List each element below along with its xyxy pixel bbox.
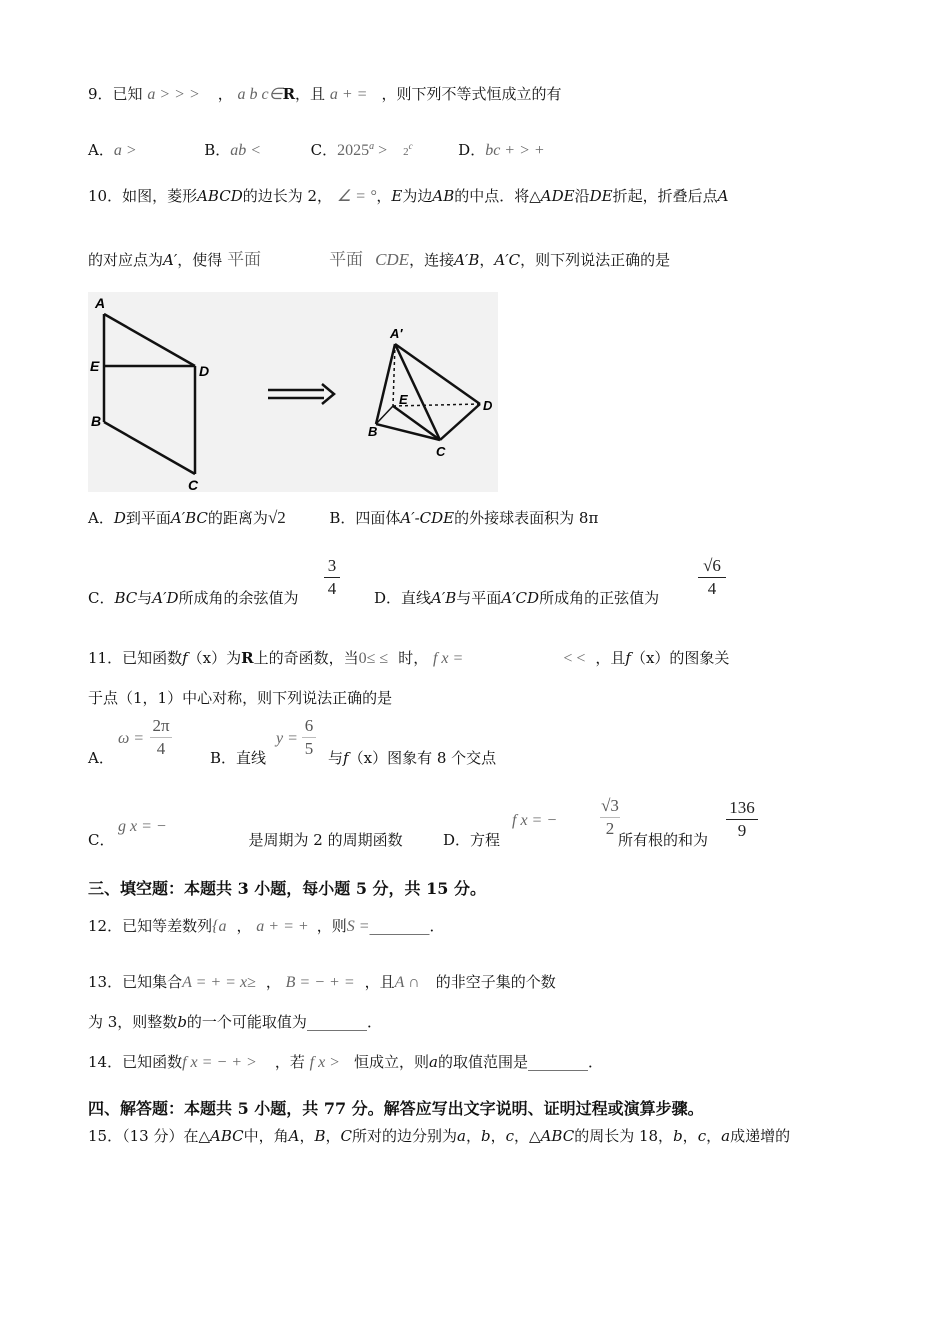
q10-option-a: A．D到平面A′BC的距离为√2 xyxy=(88,508,286,527)
label-B-3d: B xyxy=(368,424,378,439)
label-D-3d: D xyxy=(483,398,493,413)
q12-condition-math: a + = + xyxy=(256,918,309,935)
q13-line1: 13．已知集合A = + = x≥ ， B = − + = ，且A ∩ 的非空子集的个数 xyxy=(88,973,556,991)
q10-option-c: C．BC与A′D所成角的余弦值为 xyxy=(88,589,299,607)
q13-set-b-math: B = − + = xyxy=(285,974,355,991)
label-E: E xyxy=(90,358,100,374)
q10-options-ab xyxy=(88,508,598,528)
q9-stem: 9．已知 a > > > ， a b c∈R，且 a + = ，则下列不等式恒成立的有 xyxy=(88,85,562,103)
label-B: B xyxy=(91,413,102,429)
q11-option-a: A． xyxy=(88,749,114,767)
label-C-3d: C xyxy=(436,444,446,459)
label-E-3d: E xyxy=(399,392,408,407)
q9-sum-math: a + = xyxy=(329,86,368,103)
q10-c-fraction: 3 4 xyxy=(324,556,340,599)
q9-option-c: C．$2025^a > 2^c$ xyxy=(310,141,413,159)
q9-option-a: A．a > xyxy=(88,141,137,159)
q11-option-b: B．直线 与f（x）图象有 8 个交点 xyxy=(210,749,497,767)
q14: 14．已知函数f x = − + > ，若 f x > 恒成立，则a的取值范围是________． xyxy=(88,1053,603,1071)
q11-b-fraction: 6 5 xyxy=(302,716,316,759)
q9-domain-math: a b c∈ xyxy=(237,86,283,103)
q9-option-d: D．bc + > + xyxy=(458,141,545,159)
q10-d-fraction: √6 4 xyxy=(698,556,726,599)
q10-plane-math: 平面 平面 CDE xyxy=(227,250,410,269)
q14-condition-math: f x > xyxy=(309,1054,340,1071)
q9-option-b: B．ab < xyxy=(204,141,262,159)
q10-angle-math: ∠ = ° xyxy=(336,188,377,205)
label-C: C xyxy=(188,477,199,492)
section-3-heading: 三、填空题：本题共 3 小题，每小题 5 分，共 15 分。 xyxy=(88,879,486,898)
q11-fx-definition-math: f x = xyxy=(432,650,464,667)
q14-answer-blank[interactable]: ________． xyxy=(527,1053,603,1071)
q11-a-fraction: 2π 4 xyxy=(150,716,172,759)
q10-option-d: D．直线A′B与平面A′CD所成角的正弦值为 xyxy=(374,589,660,607)
label-D: D xyxy=(199,363,210,379)
q12-answer-blank[interactable]: ________． xyxy=(369,917,445,935)
q11-option-d: D．方程 所有根的和为 xyxy=(443,831,709,849)
q11-d-math: f x = − xyxy=(512,812,558,829)
label-A-prime: A′ xyxy=(390,326,403,341)
q12: 12．已知等差数列{a ， a + = + ，则S =________． xyxy=(88,917,445,935)
q9-condition-math: a > > > xyxy=(147,86,200,103)
q11-d-sqrt-fraction: √3 2 xyxy=(601,796,619,838)
q11-b-math: y = xyxy=(276,730,298,747)
q13-set-a-math: A = + = x≥ xyxy=(182,974,256,991)
q14-function-math: f x = − + > xyxy=(182,1054,257,1071)
q10-stem-line2: 的对应点为A′，使得 平面 平面 CDE，连接A′B，A′C，则下列说法正确的是 xyxy=(88,250,671,269)
q15: 15．（13 分）在△ABC中，角A，B，C所对的边分别为a，b，c，△ABC的周长为 18，b，c，a成递增的 xyxy=(88,1127,791,1145)
q10-figure xyxy=(88,292,498,492)
figure-background xyxy=(88,292,498,492)
q11-option-c: C． 是周期为 2 的周期函数 xyxy=(88,831,403,849)
q11-interval-math: 0≤ ≤ xyxy=(358,650,389,667)
q10-stem-line1: 10．如图，菱形ABCD的边长为 2， ∠ = °，E为边AB的中点．将△ADE沿DE折起，折叠后点A xyxy=(88,187,729,205)
q9-options xyxy=(88,136,545,162)
q11-c-math: g x = − xyxy=(118,818,167,835)
q13-line2: 为 3，则整数b的一个可能取值为________． xyxy=(88,1013,382,1031)
q10-option-b: B．四面体A′-CDE的外接球表面积为 8π xyxy=(329,509,599,527)
section-4-heading: 四、解答题：本题共 5 小题，共 77 分。解答应写出文字说明、证明过程或演算步骤。 xyxy=(88,1099,704,1118)
q13-answer-blank[interactable]: ________． xyxy=(306,1013,382,1031)
q11-stem-line2: 于点（1，1）中心对称，则下列说法正确的是 xyxy=(88,689,393,707)
label-A: A xyxy=(95,295,106,311)
q11-a-math: ω = xyxy=(118,730,145,747)
q11-stem-line1: 11．已知函数f（x）为R上的奇函数，当0≤ ≤ 时， f x = < < ，且f（x）的图象关 xyxy=(88,649,730,667)
q11-d-result-fraction: 136 9 xyxy=(726,798,758,841)
